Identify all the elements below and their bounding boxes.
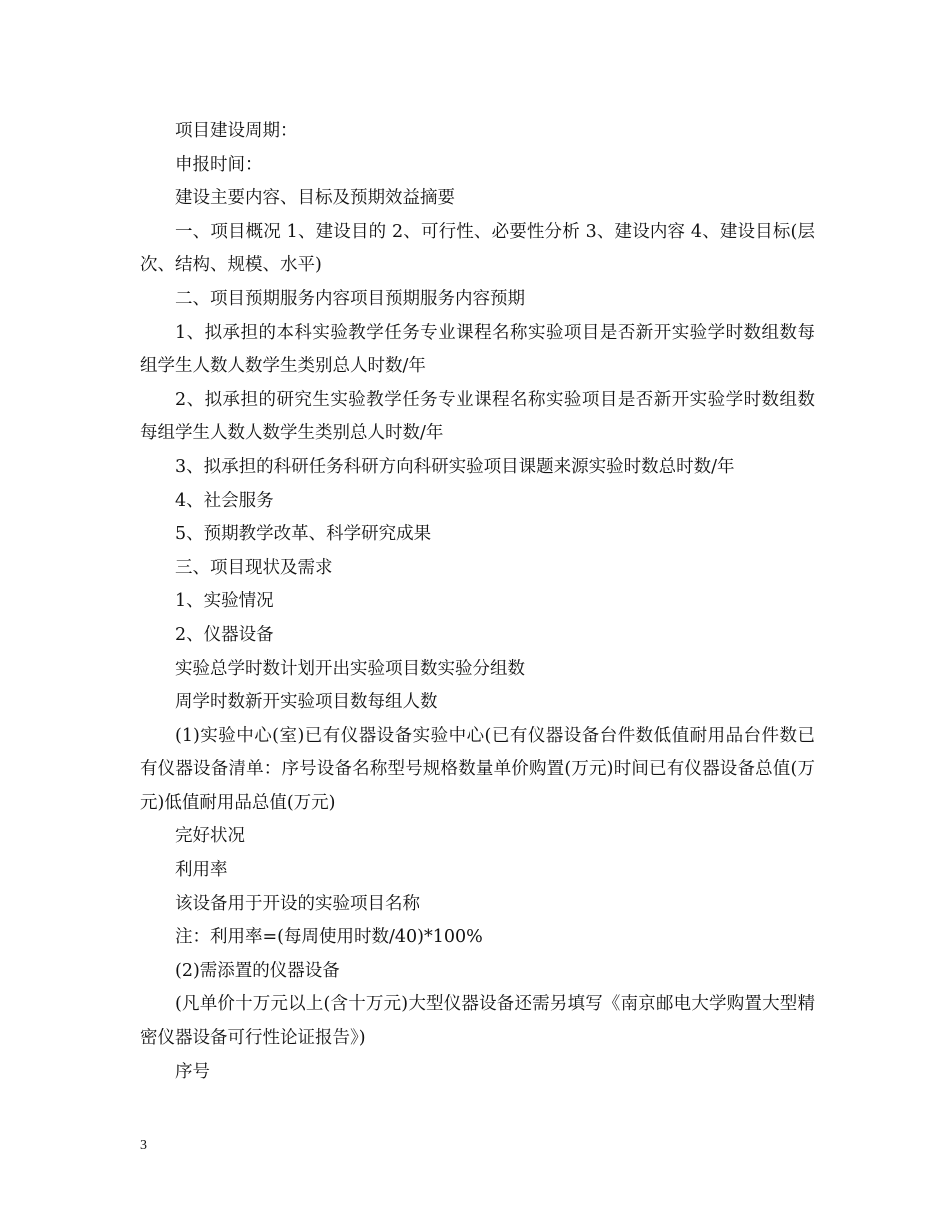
paragraph-research-tasks: 3、拟承担的科研任务科研方向科研实验项目课题来源实验时数总时数/年 — [175, 456, 735, 477]
page-number: 3 — [140, 1138, 147, 1153]
paragraph-expected-results: 5、预期教学改革、科学研究成果 — [175, 524, 432, 545]
paragraph-application-time: 申报时间： — [175, 154, 263, 175]
paragraph-section-1-overview: 一、项目概况 1、建设目的 2、可行性、必要性分析 3、建设内容 4、建设目标(层次、结构、规模、水平) — [140, 221, 815, 276]
paragraph-serial-number: 序号 — [175, 1061, 210, 1082]
paragraph-total-hours: 实验总学时数计划开出实验项目数实验分组数 — [175, 658, 525, 679]
document-body — [140, 115, 815, 1089]
paragraph-weekly-hours: 周学时数新开实验项目数每组人数 — [175, 692, 438, 713]
paragraph-utilization-note: 注：利用率=(每周使用时数/40)*100% — [175, 927, 483, 948]
paragraph-new-equipment: (2)需添置的仪器设备 — [175, 960, 340, 981]
paragraph-section-2-service: 二、项目预期服务内容项目预期服务内容预期 — [175, 288, 525, 309]
paragraph-equipment-usage: 该设备用于开设的实验项目名称 — [175, 893, 420, 914]
paragraph-large-equipment-note: (凡单价十万元以上(含十万元)大型仪器设备还需另填写《南京邮电大学购置大型精密仪器设备可行性论证报告》) — [140, 994, 815, 1049]
paragraph-equipment: 2、仪器设备 — [175, 624, 274, 645]
paragraph-experiment-status: 1、实验情况 — [175, 591, 274, 612]
paragraph-utilization: 利用率 — [175, 860, 228, 881]
paragraph-summary-heading: 建设主要内容、目标及预期效益摘要 — [175, 188, 455, 209]
paragraph-condition: 完好状况 — [175, 826, 245, 847]
paragraph-undergrad-teaching: 1、拟承担的本科实验教学任务专业课程名称实验项目是否新开实验学时数组数每组学生人数人数学生类别总人时数/年 — [140, 322, 815, 377]
paragraph-existing-equipment: (1)实验中心(室)已有仪器设备实验中心(已有仪器设备台件数低值耐用品台件数已有仪器设备清单：序号设备名称型号规格数量单价购置(万元)时间已有仪器设备总值(万元)低值耐用品总值(万元) — [140, 725, 815, 813]
paragraph-construction-period: 项目建设周期： — [175, 121, 298, 141]
paragraph-graduate-teaching: 2、拟承担的研究生实验教学任务专业课程名称实验项目是否新开实验学时数组数每组学生人数人数学生类别总人时数/年 — [140, 389, 815, 444]
paragraph-social-service: 4、社会服务 — [175, 490, 274, 511]
paragraph-section-3-status: 三、项目现状及需求 — [175, 557, 333, 578]
